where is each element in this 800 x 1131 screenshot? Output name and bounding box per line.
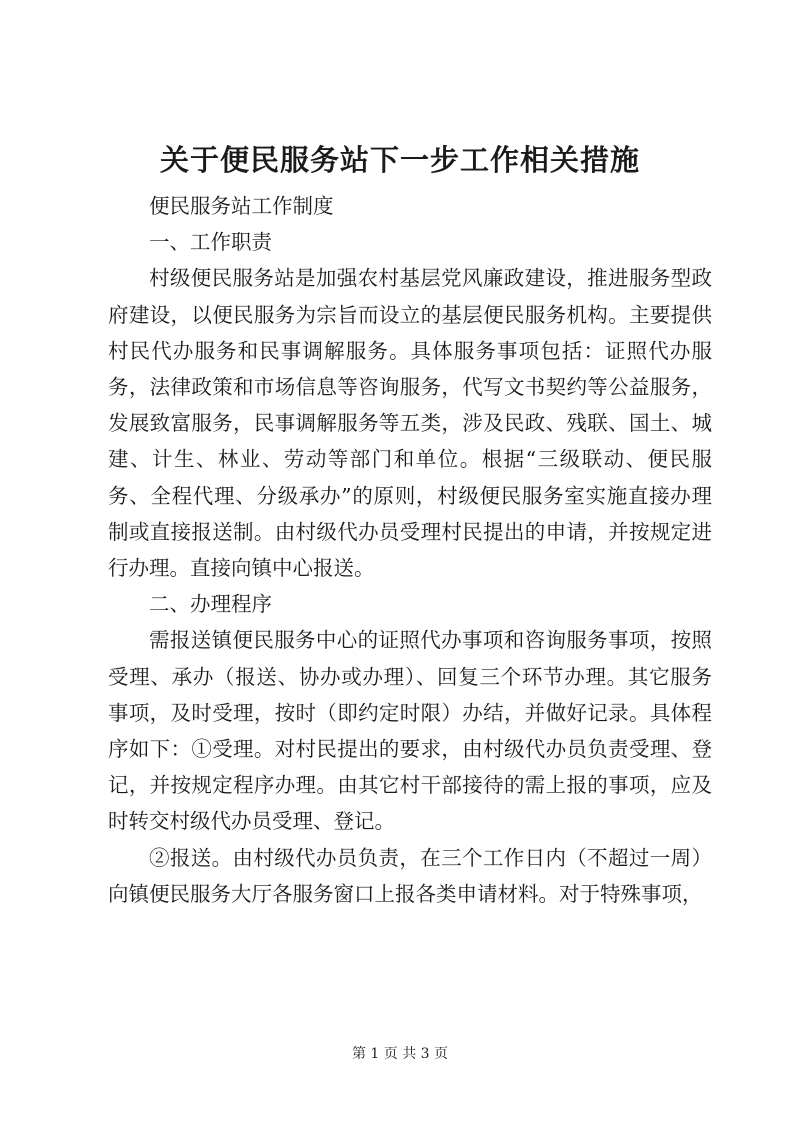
- paragraph-subtitle: 便民服务站工作制度: [149, 194, 334, 218]
- paragraph-section-heading-2: 二、办理程序: [149, 592, 272, 617]
- page-number-footer: 第 1 页 共 3 页: [351, 1046, 449, 1062]
- paragraph-section-heading-1: 一、工作职责: [149, 230, 272, 255]
- document-body: [108, 188, 712, 912]
- document-title: 关于便民服务站下一步工作相关措施: [159, 143, 640, 177]
- paragraph-submission: ②报送。由村级代办员负责，在三个工作日内（不超过一周）向镇便民服务大厅各服务窗口上报各类申请材料。对于特殊事项，: [108, 845, 712, 906]
- paragraph-procedure: 需报送镇便民服务中心的证照代办事项和咨询服务事项，按照受理、承办（报送、协办或办理）、回复三个环节办理。其它服务事项，及时受理，按时（即约定时限）办结，并做好记录。具体程序如下：①受理。对村民提出的要求，由村级代办员负责受理、登记，并按规定程序办理。由其它村干部接待的需上报的事项，应及时转交村级代办员受理、登记。: [108, 628, 712, 834]
- paragraph-duties: 村级便民服务站是加强农村基层党风廉政建设，推进服务型政府建设，以便民服务为宗旨而设立的基层便民服务机构。主要提供村民代办服务和民事调解服务。具体服务事项包括：证照代办服务，法律政策和市场信息等咨询服务，代写文书契约等公益服务，发展致富服务，民事调解服务等五类，涉及民政、残联、国土、城建、计生、林业、劳动等部门和单位。根据“三级联动、便民服务、全程代理、分级承办”的原则，村级便民服务室实施直接办理制或直接报送制。由村级代办员受理村民提出的申请，并按规定进行办理。直接向镇中心报送。: [108, 266, 712, 581]
